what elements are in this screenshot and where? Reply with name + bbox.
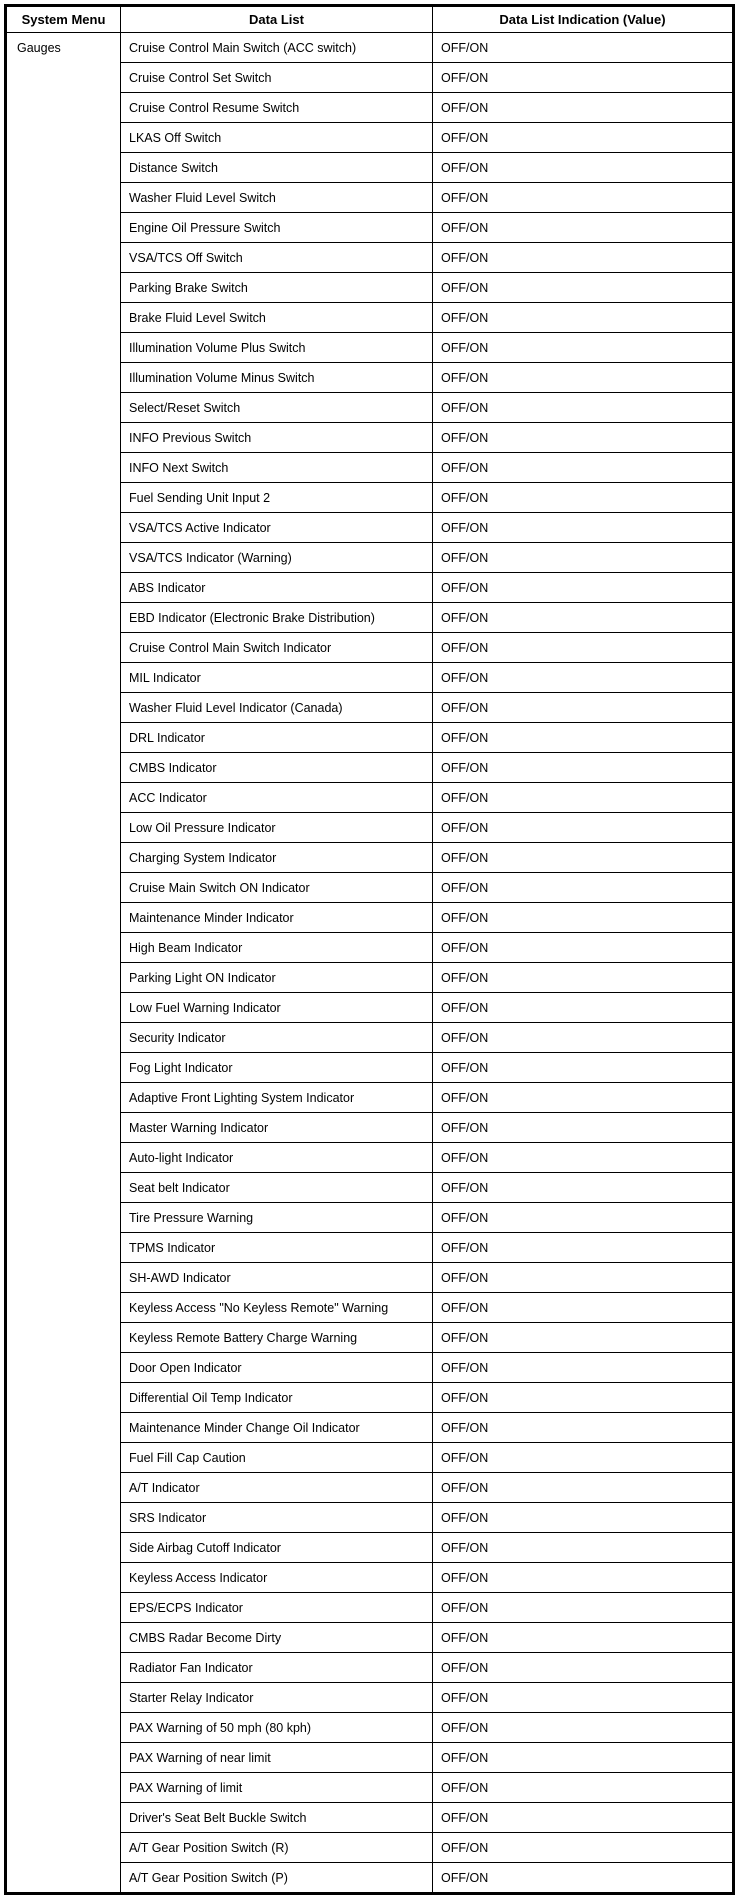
indication-value-cell: OFF/ON — [433, 333, 734, 363]
indication-value-cell: OFF/ON — [433, 1323, 734, 1353]
data-list-cell: CMBS Indicator — [121, 753, 433, 783]
indication-value-cell: OFF/ON — [433, 813, 734, 843]
data-list-cell: Parking Light ON Indicator — [121, 963, 433, 993]
data-list-cell: Differential Oil Temp Indicator — [121, 1383, 433, 1413]
indication-value-cell: OFF/ON — [433, 1113, 734, 1143]
indication-value-cell: OFF/ON — [433, 33, 734, 63]
data-list-cell: Distance Switch — [121, 153, 433, 183]
data-list-cell: PAX Warning of 50 mph (80 kph) — [121, 1713, 433, 1743]
indication-value-cell: OFF/ON — [433, 213, 734, 243]
indication-value-cell: OFF/ON — [433, 1653, 734, 1683]
indication-value-cell: OFF/ON — [433, 1593, 734, 1623]
indication-value-cell: OFF/ON — [433, 933, 734, 963]
indication-value-cell: OFF/ON — [433, 1683, 734, 1713]
indication-value-cell: OFF/ON — [433, 1833, 734, 1863]
data-list-cell: A/T Gear Position Switch (P) — [121, 1863, 433, 1894]
indication-value-cell: OFF/ON — [433, 1083, 734, 1113]
data-list-cell: LKAS Off Switch — [121, 123, 433, 153]
data-list-cell: PAX Warning of limit — [121, 1773, 433, 1803]
data-list-cell: Side Airbag Cutoff Indicator — [121, 1533, 433, 1563]
data-list-cell: CMBS Radar Become Dirty — [121, 1623, 433, 1653]
data-list-cell: Cruise Control Main Switch (ACC switch) — [121, 33, 433, 63]
indication-value-cell: OFF/ON — [433, 663, 734, 693]
data-list-cell: EBD Indicator (Electronic Brake Distribution) — [121, 603, 433, 633]
data-list-cell: Fuel Sending Unit Input 2 — [121, 483, 433, 513]
data-list-cell: Washer Fluid Level Indicator (Canada) — [121, 693, 433, 723]
indication-value-cell: OFF/ON — [433, 693, 734, 723]
data-list-cell: Illumination Volume Plus Switch — [121, 333, 433, 363]
indication-value-cell: OFF/ON — [433, 123, 734, 153]
indication-value-cell: OFF/ON — [433, 63, 734, 93]
data-list-cell: INFO Next Switch — [121, 453, 433, 483]
indication-value-cell: OFF/ON — [433, 1773, 734, 1803]
indication-value-cell: OFF/ON — [433, 93, 734, 123]
data-list-cell: Low Oil Pressure Indicator — [121, 813, 433, 843]
data-list-cell: Master Warning Indicator — [121, 1113, 433, 1143]
data-list-cell: VSA/TCS Active Indicator — [121, 513, 433, 543]
indication-value-cell: OFF/ON — [433, 1383, 734, 1413]
data-list-cell: Maintenance Minder Change Oil Indicator — [121, 1413, 433, 1443]
indication-value-cell: OFF/ON — [433, 1713, 734, 1743]
data-list-cell: Illumination Volume Minus Switch — [121, 363, 433, 393]
indication-value-cell: OFF/ON — [433, 303, 734, 333]
indication-value-cell: OFF/ON — [433, 483, 734, 513]
data-list-cell: Parking Brake Switch — [121, 273, 433, 303]
data-list-cell: Seat belt Indicator — [121, 1173, 433, 1203]
indication-value-cell: OFF/ON — [433, 1413, 734, 1443]
data-list-cell: Keyless Access Indicator — [121, 1563, 433, 1593]
indication-value-cell: OFF/ON — [433, 1533, 734, 1563]
data-list-cell: VSA/TCS Indicator (Warning) — [121, 543, 433, 573]
data-list-cell: High Beam Indicator — [121, 933, 433, 963]
data-list-cell: Door Open Indicator — [121, 1353, 433, 1383]
indication-value-cell: OFF/ON — [433, 513, 734, 543]
data-list-cell: DRL Indicator — [121, 723, 433, 753]
table-body — [6, 33, 734, 1894]
indication-value-cell: OFF/ON — [433, 1233, 734, 1263]
indication-value-cell: OFF/ON — [433, 723, 734, 753]
indication-value-cell: OFF/ON — [433, 1743, 734, 1773]
indication-value-cell: OFF/ON — [433, 273, 734, 303]
column-header-data-list: Data List — [121, 6, 433, 33]
indication-value-cell: OFF/ON — [433, 963, 734, 993]
indication-value-cell: OFF/ON — [433, 153, 734, 183]
indication-value-cell: OFF/ON — [433, 1503, 734, 1533]
manual-page — [0, 4, 736, 1900]
indication-value-cell: OFF/ON — [433, 1803, 734, 1833]
indication-value-cell: OFF/ON — [433, 423, 734, 453]
indication-value-cell: OFF/ON — [433, 633, 734, 663]
data-list-cell: VSA/TCS Off Switch — [121, 243, 433, 273]
indication-value-cell: OFF/ON — [433, 603, 734, 633]
indication-value-cell: OFF/ON — [433, 363, 734, 393]
data-list-cell: Charging System Indicator — [121, 843, 433, 873]
indication-value-cell: OFF/ON — [433, 1203, 734, 1233]
data-list-cell: Keyless Access "No Keyless Remote" Warning — [121, 1293, 433, 1323]
table-row — [6, 33, 734, 63]
column-header-indication-value: Data List Indication (Value) — [433, 6, 734, 33]
data-list-cell: MIL Indicator — [121, 663, 433, 693]
indication-value-cell: OFF/ON — [433, 1563, 734, 1593]
data-list-cell: TPMS Indicator — [121, 1233, 433, 1263]
data-list-cell: Fuel Fill Cap Caution — [121, 1443, 433, 1473]
data-list-cell: Washer Fluid Level Switch — [121, 183, 433, 213]
data-list-cell: Security Indicator — [121, 1023, 433, 1053]
indication-value-cell: OFF/ON — [433, 1293, 734, 1323]
indication-value-cell: OFF/ON — [433, 243, 734, 273]
data-list-cell: Engine Oil Pressure Switch — [121, 213, 433, 243]
data-list-cell: Cruise Control Resume Switch — [121, 93, 433, 123]
indication-value-cell: OFF/ON — [433, 1353, 734, 1383]
data-list-cell: EPS/ECPS Indicator — [121, 1593, 433, 1623]
data-list-cell: Radiator Fan Indicator — [121, 1653, 433, 1683]
indication-value-cell: OFF/ON — [433, 1053, 734, 1083]
indication-value-cell: OFF/ON — [433, 1473, 734, 1503]
indication-value-cell: OFF/ON — [433, 783, 734, 813]
indication-value-cell: OFF/ON — [433, 903, 734, 933]
data-list-cell: PAX Warning of near limit — [121, 1743, 433, 1773]
indication-value-cell: OFF/ON — [433, 543, 734, 573]
indication-value-cell: OFF/ON — [433, 453, 734, 483]
data-list-cell: Cruise Control Main Switch Indicator — [121, 633, 433, 663]
data-list-cell: Select/Reset Switch — [121, 393, 433, 423]
data-list-cell: A/T Indicator — [121, 1473, 433, 1503]
column-header-system-menu: System Menu — [6, 6, 121, 33]
header-row — [6, 6, 734, 33]
indication-value-cell: OFF/ON — [433, 183, 734, 213]
data-list-cell: ACC Indicator — [121, 783, 433, 813]
data-list-cell: INFO Previous Switch — [121, 423, 433, 453]
data-list-cell: Auto-light Indicator — [121, 1143, 433, 1173]
data-list-cell: Starter Relay Indicator — [121, 1683, 433, 1713]
indication-value-cell: OFF/ON — [433, 1863, 734, 1894]
data-list-cell: ABS Indicator — [121, 573, 433, 603]
data-list-cell: Cruise Control Set Switch — [121, 63, 433, 93]
system-menu-group-cell: Gauges — [6, 33, 121, 1894]
data-list-cell: SH-AWD Indicator — [121, 1263, 433, 1293]
indication-value-cell: OFF/ON — [433, 1263, 734, 1293]
data-list-cell: Low Fuel Warning Indicator — [121, 993, 433, 1023]
data-list-cell: Adaptive Front Lighting System Indicator — [121, 1083, 433, 1113]
indication-value-cell: OFF/ON — [433, 1443, 734, 1473]
indication-value-cell: OFF/ON — [433, 1623, 734, 1653]
data-list-cell: Fog Light Indicator — [121, 1053, 433, 1083]
indication-value-cell: OFF/ON — [433, 573, 734, 603]
data-list-cell: Maintenance Minder Indicator — [121, 903, 433, 933]
data-list-cell: Tire Pressure Warning — [121, 1203, 433, 1233]
indication-value-cell: OFF/ON — [433, 873, 734, 903]
data-list-cell: Driver's Seat Belt Buckle Switch — [121, 1803, 433, 1833]
data-list-table — [4, 4, 735, 1895]
data-list-cell: Keyless Remote Battery Charge Warning — [121, 1323, 433, 1353]
indication-value-cell: OFF/ON — [433, 393, 734, 423]
data-list-cell: Brake Fluid Level Switch — [121, 303, 433, 333]
indication-value-cell: OFF/ON — [433, 1023, 734, 1053]
data-list-cell: A/T Gear Position Switch (R) — [121, 1833, 433, 1863]
indication-value-cell: OFF/ON — [433, 993, 734, 1023]
indication-value-cell: OFF/ON — [433, 843, 734, 873]
data-list-cell: Cruise Main Switch ON Indicator — [121, 873, 433, 903]
indication-value-cell: OFF/ON — [433, 753, 734, 783]
indication-value-cell: OFF/ON — [433, 1143, 734, 1173]
indication-value-cell: OFF/ON — [433, 1173, 734, 1203]
data-list-cell: SRS Indicator — [121, 1503, 433, 1533]
